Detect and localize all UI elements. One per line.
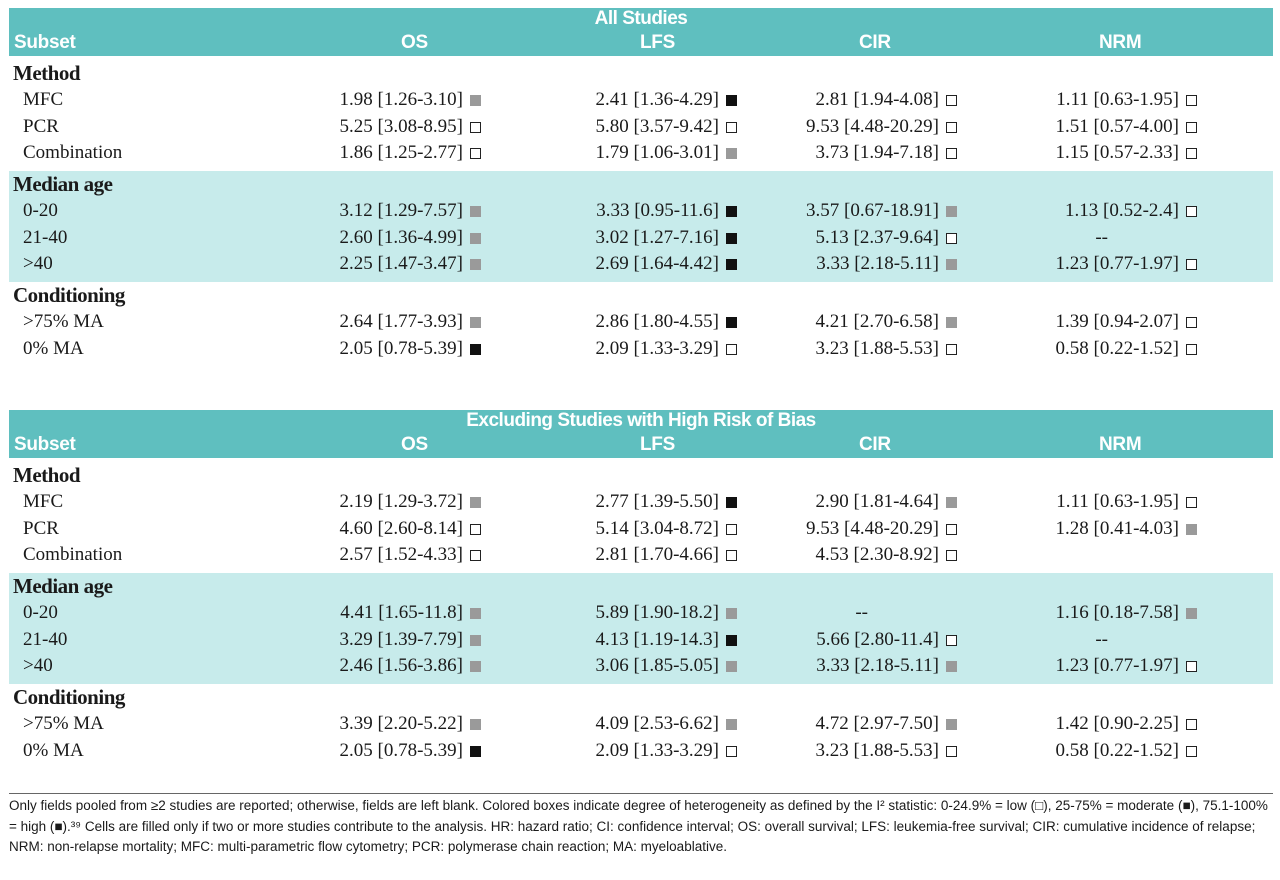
- cell-nrm: [1056, 251, 1197, 278]
- row-label: >40: [23, 655, 53, 677]
- cell-nrm: [1056, 140, 1197, 167]
- hazard-ratio-value: 2.09 [1.33-3.29]: [595, 739, 719, 761]
- table-row: [9, 251, 1273, 278]
- hazard-ratio-value: 2.90 [1.81-4.64]: [815, 491, 939, 512]
- col-header-cir: CIR: [859, 32, 891, 53]
- heterogeneity-moderate-icon: [470, 206, 481, 217]
- heterogeneity-high-icon: [726, 206, 737, 217]
- cell-lfs: [596, 600, 737, 627]
- cell-nrm: [1095, 627, 1108, 654]
- hazard-ratio-value: 9.53 [4.48-20.29]: [806, 517, 939, 539]
- heterogeneity-low-icon: [726, 746, 737, 757]
- hazard-ratio-value: 5.66 [2.80-11.4]: [816, 628, 939, 650]
- heterogeneity-low-icon: [946, 122, 957, 133]
- cell-os: [340, 600, 481, 627]
- hazard-ratio-value: 3.23 [1.88-5.53]: [815, 337, 939, 359]
- heterogeneity-moderate-icon: [470, 95, 481, 106]
- heterogeneity-moderate-icon: [470, 608, 481, 619]
- table-body: [9, 56, 1273, 367]
- heterogeneity-low-icon: [470, 148, 481, 159]
- hazard-ratio-value: 3.06 [1.85-5.05]: [595, 655, 719, 677]
- cell-lfs: [596, 516, 737, 543]
- heterogeneity-moderate-icon: [470, 259, 481, 270]
- row-label: MFC: [23, 491, 64, 512]
- heterogeneity-low-icon: [1186, 317, 1197, 328]
- hazard-ratio-value: 2.86 [1.80-4.55]: [595, 311, 719, 333]
- table-title: Excluding Studies with High Risk of Bias: [466, 410, 816, 431]
- cell-nrm: [1065, 198, 1197, 225]
- heterogeneity-moderate-icon: [946, 259, 957, 270]
- row-label: 0% MA: [23, 739, 84, 761]
- table-title: All Studies: [594, 8, 688, 29]
- cell-os: [340, 251, 481, 278]
- section-conditioning: [9, 282, 1273, 366]
- cell-lfs: [596, 251, 737, 278]
- heterogeneity-moderate-icon: [470, 497, 481, 508]
- hazard-ratio-value: 4.60 [2.60-8.14]: [339, 517, 463, 539]
- table-body: [9, 458, 1273, 769]
- hazard-ratio-value: 3.29 [1.39-7.79]: [339, 628, 463, 650]
- table-row: [9, 87, 1273, 114]
- hazard-ratio-value: 5.14 [3.04-8.72]: [595, 517, 719, 539]
- heterogeneity-low-icon: [726, 550, 737, 561]
- heterogeneity-low-icon: [1186, 497, 1197, 508]
- cell-nrm: [1056, 738, 1197, 765]
- row-label: PCR: [23, 517, 59, 539]
- hazard-ratio-value: 2.77 [1.39-5.50]: [595, 491, 719, 512]
- hazard-ratio-value: --: [1095, 628, 1108, 650]
- table-row: [9, 542, 1273, 569]
- heterogeneity-high-icon: [726, 259, 737, 270]
- heterogeneity-low-icon: [1186, 122, 1197, 133]
- cell-nrm: [1056, 653, 1197, 680]
- heterogeneity-high-icon: [470, 344, 481, 355]
- hazard-ratio-value: 2.46 [1.56-3.86]: [339, 655, 463, 677]
- heterogeneity-low-icon: [1186, 206, 1197, 217]
- hazard-ratio-value: 2.60 [1.36-4.99]: [339, 226, 463, 248]
- cell-lfs: [596, 711, 737, 738]
- hazard-ratio-value: 1.42 [0.90-2.25]: [1055, 713, 1179, 735]
- table-row: [9, 738, 1273, 765]
- cell-cir: [816, 309, 957, 336]
- row-label: 0-20: [23, 602, 58, 624]
- cell-lfs: [596, 738, 737, 765]
- cell-cir: [816, 542, 957, 569]
- all-studies-table: [9, 8, 1273, 367]
- heterogeneity-moderate-icon: [1186, 608, 1197, 619]
- heterogeneity-moderate-icon: [946, 206, 957, 217]
- hazard-ratio-value: 3.33 [2.18-5.11]: [816, 253, 939, 275]
- section-title: Median age: [13, 172, 113, 197]
- table-header: [9, 8, 1273, 56]
- heterogeneity-low-icon: [946, 550, 957, 561]
- cell-lfs: [596, 225, 737, 252]
- heterogeneity-low-icon: [1186, 344, 1197, 355]
- row-label: 0-20: [23, 200, 58, 222]
- row-label: >40: [23, 253, 53, 275]
- col-header-nrm: NRM: [1099, 434, 1142, 455]
- heterogeneity-low-icon: [1186, 719, 1197, 730]
- hazard-ratio-value: 3.12 [1.29-7.57]: [339, 200, 463, 222]
- hazard-ratio-value: 5.89 [1.90-18.2]: [595, 602, 719, 624]
- row-label: >75% MA: [23, 713, 104, 735]
- col-header-nrm: NRM: [1099, 32, 1142, 53]
- cell-os: [340, 198, 481, 225]
- hazard-ratio-value: 0.58 [0.22-1.52]: [1055, 337, 1179, 359]
- cell-cir: [816, 738, 957, 765]
- cell-cir: [806, 198, 957, 225]
- heterogeneity-low-icon: [470, 524, 481, 535]
- section-conditioning: [9, 684, 1273, 768]
- hazard-ratio-value: 1.23 [0.77-1.97]: [1055, 253, 1179, 275]
- hazard-ratio-value: 4.21 [2.70-6.58]: [815, 311, 939, 333]
- row-label: >75% MA: [23, 311, 104, 333]
- cell-os: [340, 309, 481, 336]
- heterogeneity-low-icon: [1186, 95, 1197, 106]
- table-row: [9, 627, 1273, 654]
- cell-cir: [816, 251, 957, 278]
- row-label: 21-40: [23, 226, 68, 248]
- hazard-ratio-value: 1.16 [0.18-7.58]: [1055, 602, 1179, 624]
- section-method: [9, 462, 1273, 573]
- hazard-ratio-value: --: [1095, 226, 1108, 248]
- heterogeneity-low-icon: [946, 344, 957, 355]
- column-headers: [9, 432, 1273, 458]
- hazard-ratio-value: 1.98 [1.26-3.10]: [339, 89, 463, 110]
- cell-os: [340, 542, 481, 569]
- heterogeneity-moderate-icon: [946, 317, 957, 328]
- table-row: [9, 309, 1273, 336]
- cell-nrm: [1056, 309, 1197, 336]
- heterogeneity-low-icon: [1186, 259, 1197, 270]
- hazard-ratio-value: 2.81 [1.70-4.66]: [595, 544, 719, 566]
- cell-os: [340, 336, 481, 363]
- table-row: [9, 516, 1273, 543]
- hazard-ratio-value: 3.39 [2.20-5.22]: [339, 713, 463, 735]
- cell-lfs: [596, 140, 737, 167]
- hazard-ratio-value: 1.13 [0.52-2.4]: [1065, 200, 1179, 222]
- table-row: [9, 198, 1273, 225]
- col-header-lfs: LFS: [640, 32, 675, 53]
- hazard-ratio-value: 5.13 [2.37-9.64]: [815, 226, 939, 248]
- table-row: [9, 225, 1273, 252]
- cell-lfs: [596, 627, 737, 654]
- row-label: PCR: [23, 115, 59, 137]
- heterogeneity-low-icon: [726, 524, 737, 535]
- heterogeneity-moderate-icon: [726, 608, 737, 619]
- col-header-os: OS: [401, 32, 428, 53]
- heterogeneity-low-icon: [946, 95, 957, 106]
- hazard-ratio-value: 2.09 [1.33-3.29]: [595, 337, 719, 359]
- row-label: 0% MA: [23, 337, 84, 359]
- heterogeneity-low-icon: [470, 122, 481, 133]
- cell-cir: [855, 600, 868, 627]
- cell-os: [340, 489, 481, 516]
- heterogeneity-low-icon: [1186, 746, 1197, 757]
- cell-cir: [816, 336, 957, 363]
- heterogeneity-moderate-icon: [946, 719, 957, 730]
- section-title: Method: [13, 463, 80, 487]
- table-row: [9, 711, 1273, 738]
- heterogeneity-moderate-icon: [470, 635, 481, 646]
- heterogeneity-high-icon: [726, 497, 737, 508]
- cell-nrm: [1056, 489, 1197, 516]
- section-median-age: [9, 171, 1273, 282]
- heterogeneity-low-icon: [946, 233, 957, 244]
- cell-os: [340, 87, 481, 114]
- table-row: [9, 600, 1273, 627]
- hazard-ratio-value: 2.05 [0.78-5.39]: [339, 337, 463, 359]
- table-row: [9, 653, 1273, 680]
- cell-lfs: [596, 198, 737, 225]
- cell-os: [340, 516, 481, 543]
- heterogeneity-high-icon: [726, 317, 737, 328]
- excluding-high-bias-table: [9, 410, 1273, 769]
- column-headers: [9, 30, 1273, 56]
- hazard-ratio-value: 4.53 [2.30-8.92]: [815, 544, 939, 566]
- heterogeneity-high-icon: [470, 746, 481, 757]
- hazard-ratio-value: 4.09 [2.53-6.62]: [595, 713, 719, 735]
- heterogeneity-low-icon: [946, 524, 957, 535]
- hazard-ratio-value: 1.23 [0.77-1.97]: [1055, 655, 1179, 677]
- heterogeneity-low-icon: [946, 746, 957, 757]
- heterogeneity-low-icon: [946, 635, 957, 646]
- hazard-ratio-value: --: [855, 602, 868, 624]
- heterogeneity-low-icon: [726, 122, 737, 133]
- table-footnote: Only fields pooled from ≥2 studies are reported; otherwise, fields are left blank. Colored boxes indicate degree of heterogeneity as defined by the I² statistic: 0-24.9% = low (□), 25-75% = moderate (■), 75.1-100% = high (■).³⁹ Cells are filled only if two or more studies contribute to the analysis. HR: hazard ratio; CI: confidence interval; OS: overall survival; LFS: leukemia-free survival; CIR: cumulative incidence of relapse; NRM: non-relapse mortality; MFC: multi-parametric flow cytometry; PCR: polymerase chain reaction; MA: myeloablative.: [9, 793, 1273, 858]
- hazard-ratio-value: 3.33 [2.18-5.11]: [816, 655, 939, 677]
- hazard-ratio-value: 1.28 [0.41-4.03]: [1055, 517, 1179, 539]
- hazard-ratio-value: 4.41 [1.65-11.8]: [340, 602, 463, 624]
- col-header-cir: CIR: [859, 434, 891, 455]
- heterogeneity-moderate-icon: [726, 661, 737, 672]
- heterogeneity-moderate-icon: [946, 661, 957, 672]
- hazard-ratio-value: 2.57 [1.52-4.33]: [339, 544, 463, 566]
- cell-cir: [816, 711, 957, 738]
- cell-cir: [816, 627, 957, 654]
- cell-os: [340, 627, 481, 654]
- cell-lfs: [596, 653, 737, 680]
- cell-cir: [816, 653, 957, 680]
- table-row: [9, 140, 1273, 167]
- col-header-subset: Subset: [14, 434, 76, 455]
- hazard-ratio-value: 1.15 [0.57-2.33]: [1055, 142, 1179, 164]
- hazard-ratio-value: 4.72 [2.97-7.50]: [815, 713, 939, 735]
- cell-os: [340, 738, 481, 765]
- heterogeneity-moderate-icon: [946, 497, 957, 508]
- col-header-lfs: LFS: [640, 434, 675, 455]
- cell-cir: [806, 114, 957, 141]
- hazard-ratio-value: 5.80 [3.57-9.42]: [595, 115, 719, 137]
- section-method: [9, 60, 1273, 171]
- hazard-ratio-value: 2.19 [1.29-3.72]: [339, 491, 463, 512]
- heterogeneity-high-icon: [726, 635, 737, 646]
- hazard-ratio-value: 3.57 [0.67-18.91]: [806, 200, 939, 222]
- hazard-ratio-value: 1.11 [0.63-1.95]: [1056, 491, 1179, 512]
- cell-os: [340, 140, 481, 167]
- hazard-ratio-value: 1.39 [0.94-2.07]: [1055, 311, 1179, 333]
- cell-nrm: [1056, 87, 1197, 114]
- heterogeneity-moderate-icon: [470, 661, 481, 672]
- table-row: [9, 336, 1273, 363]
- section-title: Conditioning: [13, 283, 125, 308]
- table-row: [9, 114, 1273, 141]
- hazard-ratio-value: 2.05 [0.78-5.39]: [339, 739, 463, 761]
- hazard-ratio-value: 2.69 [1.64-4.42]: [595, 253, 719, 275]
- heterogeneity-low-icon: [726, 344, 737, 355]
- table-header: [9, 410, 1273, 458]
- hazard-ratio-value: 2.64 [1.77-3.93]: [339, 311, 463, 333]
- heterogeneity-high-icon: [726, 95, 737, 106]
- cell-os: [340, 711, 481, 738]
- hazard-ratio-value: 0.58 [0.22-1.52]: [1055, 739, 1179, 761]
- col-header-os: OS: [401, 434, 428, 455]
- heterogeneity-low-icon: [1186, 661, 1197, 672]
- hazard-ratio-value: 3.23 [1.88-5.53]: [815, 739, 939, 761]
- hazard-ratio-value: 9.53 [4.48-20.29]: [806, 115, 939, 137]
- hazard-ratio-value: 2.41 [1.36-4.29]: [595, 89, 719, 110]
- section-title: Method: [13, 61, 80, 85]
- hazard-ratio-value: 1.86 [1.25-2.77]: [339, 142, 463, 164]
- heterogeneity-moderate-icon: [470, 233, 481, 244]
- heterogeneity-low-icon: [1186, 148, 1197, 159]
- heterogeneity-high-icon: [726, 233, 737, 244]
- heterogeneity-moderate-icon: [726, 719, 737, 730]
- heterogeneity-moderate-icon: [726, 148, 737, 159]
- heterogeneity-moderate-icon: [470, 719, 481, 730]
- row-label: Combination: [23, 544, 123, 566]
- row-label: MFC: [23, 89, 64, 110]
- section-title: Median age: [13, 574, 113, 599]
- cell-cir: [816, 225, 957, 252]
- cell-lfs: [596, 336, 737, 363]
- cell-cir: [816, 140, 957, 167]
- cell-lfs: [596, 114, 737, 141]
- hazard-ratio-value: 2.25 [1.47-3.47]: [339, 253, 463, 275]
- heterogeneity-moderate-icon: [470, 317, 481, 328]
- cell-lfs: [596, 489, 737, 516]
- hazard-ratio-value: 1.51 [0.57-4.00]: [1055, 115, 1179, 137]
- cell-lfs: [596, 87, 737, 114]
- heterogeneity-moderate-icon: [1186, 524, 1197, 535]
- cell-nrm: [1056, 114, 1197, 141]
- cell-nrm: [1056, 336, 1197, 363]
- table-row: [9, 489, 1273, 516]
- section-median-age: [9, 573, 1273, 684]
- cell-cir: [816, 489, 957, 516]
- heterogeneity-low-icon: [946, 148, 957, 159]
- hazard-ratio-value: 3.33 [0.95-11.6]: [596, 200, 719, 222]
- cell-nrm: [1095, 225, 1108, 252]
- hazard-ratio-value: 1.79 [1.06-3.01]: [595, 142, 719, 164]
- hazard-ratio-value: 4.13 [1.19-14.3]: [595, 628, 719, 650]
- hazard-ratio-value: 2.81 [1.94-4.08]: [815, 89, 939, 110]
- section-title: Conditioning: [13, 685, 125, 710]
- cell-cir: [806, 516, 957, 543]
- hazard-ratio-value: 3.02 [1.27-7.16]: [595, 226, 719, 248]
- cell-os: [340, 653, 481, 680]
- cell-nrm: [1056, 600, 1197, 627]
- row-label: 21-40: [23, 628, 68, 650]
- cell-lfs: [596, 309, 737, 336]
- cell-cir: [816, 87, 957, 114]
- heterogeneity-low-icon: [470, 550, 481, 561]
- col-header-subset: Subset: [14, 32, 76, 53]
- hazard-ratio-value: 3.73 [1.94-7.18]: [815, 142, 939, 164]
- cell-nrm: [1056, 516, 1197, 543]
- cell-os: [340, 225, 481, 252]
- cell-os: [340, 114, 481, 141]
- hazard-ratio-value: 5.25 [3.08-8.95]: [339, 115, 463, 137]
- cell-nrm: [1056, 711, 1197, 738]
- hazard-ratio-value: 1.11 [0.63-1.95]: [1056, 89, 1179, 110]
- row-label: Combination: [23, 142, 123, 164]
- cell-lfs: [596, 542, 737, 569]
